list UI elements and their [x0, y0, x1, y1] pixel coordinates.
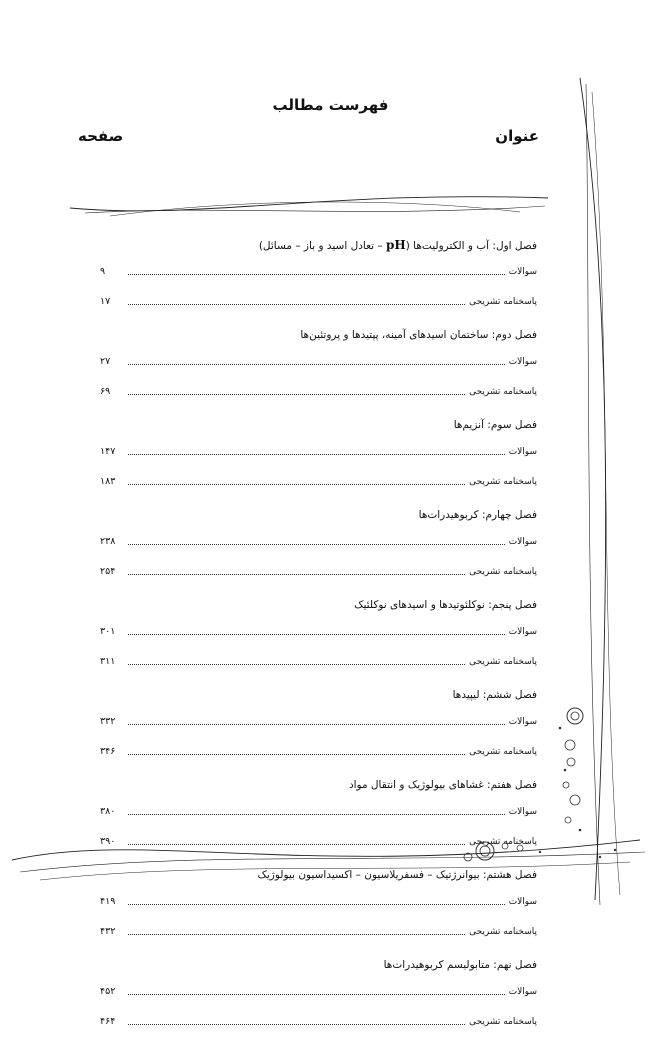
toc-entry[interactable]: سوالات ۳۳۲: [100, 714, 537, 744]
page-number: ۳۰۱: [100, 626, 116, 637]
page-number: ۹: [100, 266, 106, 277]
page-number: ۴۳۲: [100, 926, 116, 937]
page-column-header: صفحه: [78, 127, 124, 145]
toc-entry[interactable]: سوالات ۳۸۰: [100, 804, 537, 834]
toc-entry[interactable]: سوالات ۹: [100, 264, 537, 294]
toc-entry[interactable]: پاسخنامه تشریحی ۶۹: [100, 384, 537, 414]
chapter-heading[interactable]: فصل ششم: لیپیدها: [452, 689, 537, 701]
page-number: ۲۷: [100, 356, 111, 367]
chapter-heading[interactable]: فصل اول: آب و الکترولیت‌ها (pH – تعادل اسید و باز – مسائل): [258, 238, 537, 252]
toc-entry[interactable]: سوالات ۲۳۸: [100, 534, 537, 564]
toc-entry[interactable]: پاسخنامه تشریحی ۴۳۲: [100, 924, 537, 954]
toc-entry[interactable]: سوالات ۲۷: [100, 354, 537, 384]
page-number: ۲۵۴: [100, 566, 116, 577]
chapter-heading[interactable]: فصل هفتم: غشاهای بیولوژیک و انتقال مواد: [348, 779, 537, 791]
page-number: ۳۴۶: [100, 746, 116, 757]
toc-entry[interactable]: سوالات ۴۱۹: [100, 894, 537, 924]
page-number: ۴۶۴: [100, 1016, 116, 1027]
toc-entry[interactable]: پاسخنامه تشریحی ۱۸۳: [100, 474, 537, 504]
toc-entry[interactable]: سوالات ۴۵۲: [100, 984, 537, 1014]
toc-entry[interactable]: سوالات ۳۰۱: [100, 624, 537, 654]
page-number: ۱۸۳: [100, 476, 116, 487]
chapter-heading[interactable]: فصل هشتم: بیوانرژتیک – فسفریلاسیون – اکسیداسیون بیولوژیک: [257, 869, 537, 881]
toc-entry[interactable]: پاسخنامه تشریحی ۱۷: [100, 294, 537, 324]
page-title: فهرست مطالب: [272, 96, 389, 114]
toc-entry[interactable]: پاسخنامه تشریحی ۳۹۰: [100, 834, 537, 864]
toc-entry[interactable]: پاسخنامه تشریحی ۳۴۶: [100, 744, 537, 774]
chapter-heading[interactable]: فصل چهارم: کربوهیدرات‌ها: [418, 509, 537, 521]
chapter-heading[interactable]: فصل نهم: متابولیسم کربوهیدرات‌ها: [383, 959, 537, 971]
page-number: ۱۴۷: [100, 446, 116, 457]
page-number: ۳۳۲: [100, 716, 116, 727]
chapter-heading[interactable]: فصل پنجم: نوکلئوتیدها و اسیدهای نوکلئیک: [354, 599, 537, 611]
page-number: ۲۳۸: [100, 536, 116, 547]
page-number: ۳۹۰: [100, 836, 116, 847]
page-number: ۶۹: [100, 386, 111, 397]
chapter-heading[interactable]: فصل سوم: آنزیم‌ها: [453, 419, 537, 431]
page-number: ۳۸۰: [100, 806, 116, 817]
page-number: ۳۱۱: [100, 656, 116, 667]
table-of-contents: [100, 234, 537, 1044]
page-number: ۴۱۹: [100, 896, 116, 907]
title-column-header: عنوان: [495, 127, 539, 145]
chapter-heading[interactable]: فصل دوم: ساختمان اسیدهای آمینه، پپتیدها و پروتئین‌ها: [300, 329, 537, 341]
toc-entry[interactable]: سوالات ۱۴۷: [100, 444, 537, 474]
toc-entry[interactable]: پاسخنامه تشریحی ۴۶۴: [100, 1014, 537, 1044]
page-number: ۴۵۲: [100, 986, 116, 997]
toc-entry[interactable]: پاسخنامه تشریحی ۳۱۱: [100, 654, 537, 684]
page-number: ۱۷: [100, 296, 111, 307]
toc-entry[interactable]: پاسخنامه تشریحی ۲۵۴: [100, 564, 537, 594]
